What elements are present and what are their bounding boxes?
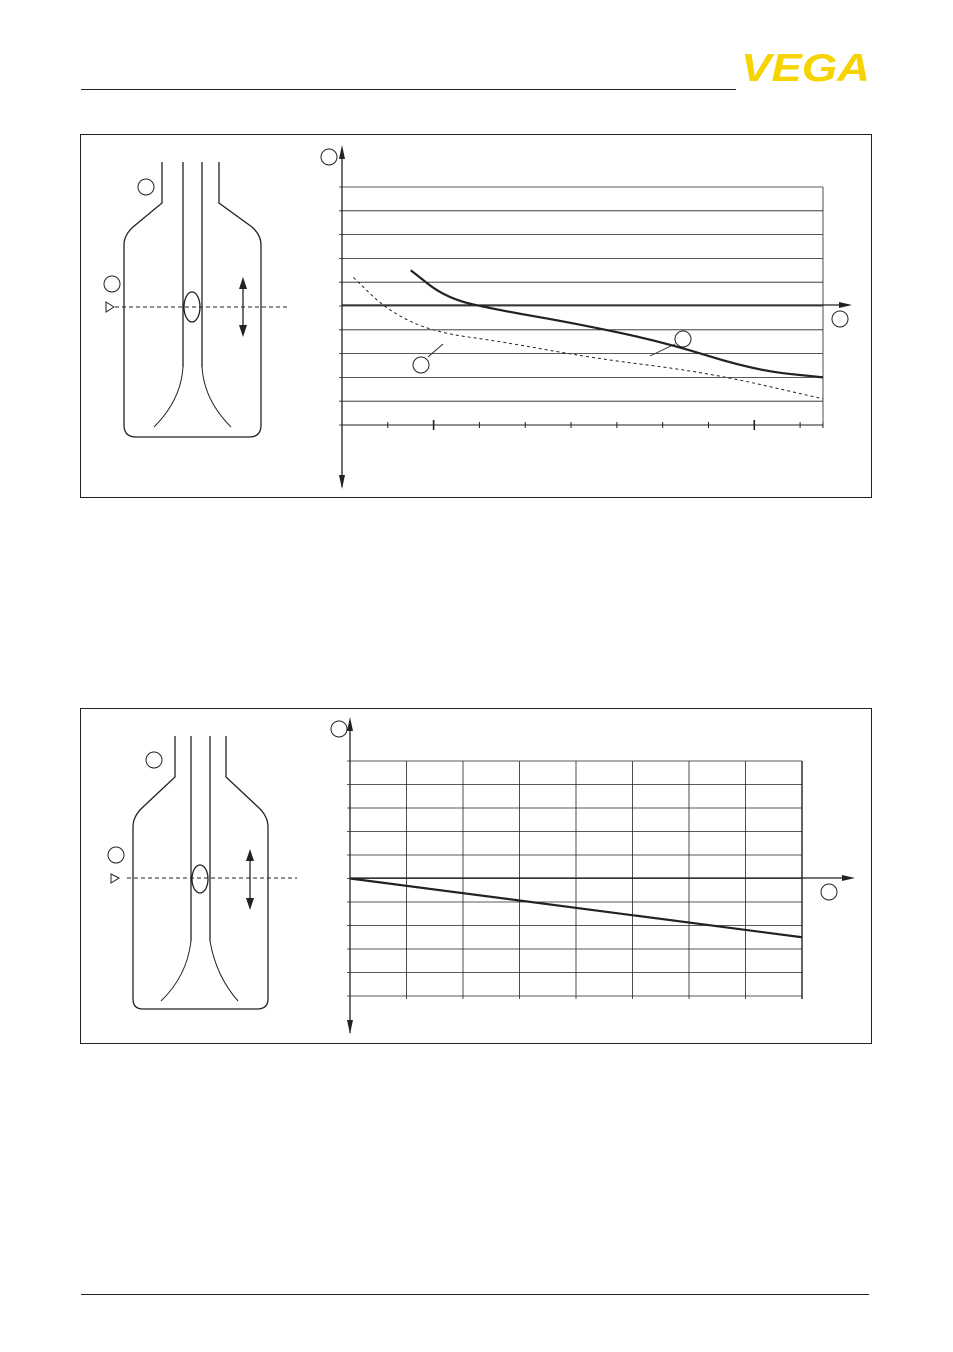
movement-arrow-up — [239, 277, 247, 289]
figure-1-canvas — [81, 135, 873, 499]
probe-sleeve-right — [210, 941, 238, 1001]
vessel-outline — [133, 736, 268, 1009]
header-rule — [81, 89, 736, 90]
vega-logo-text: VEGA — [741, 50, 870, 84]
x-axis-arrow — [839, 302, 852, 308]
probe-sleeve-left — [161, 941, 191, 1001]
callout-circle — [321, 149, 337, 165]
level-marker-triangle — [111, 874, 119, 883]
series-line-2 — [353, 277, 823, 398]
callout-circle — [331, 721, 347, 737]
movement-arrow-up — [246, 849, 254, 861]
callout-circle — [832, 311, 848, 327]
figure-1 — [80, 134, 872, 498]
probe-sensor — [192, 865, 208, 893]
level-marker-triangle — [106, 302, 114, 312]
vessel-diagram-2 — [108, 736, 297, 1009]
y-axis-arrow-down — [339, 475, 345, 489]
probe-sleeve-right — [202, 367, 231, 427]
y-axis-arrow-up — [347, 717, 353, 731]
vessel-outline — [124, 162, 261, 437]
callout-circle — [821, 884, 837, 900]
movement-arrow-down — [239, 325, 247, 337]
callout-circle — [108, 847, 124, 863]
callout-circle — [138, 179, 154, 195]
chart-2 — [331, 717, 855, 1034]
vega-logo — [741, 50, 871, 84]
callout-circle — [675, 331, 691, 347]
figure-2 — [80, 708, 872, 1044]
callout-circle — [104, 276, 120, 292]
probe-sleeve-left — [154, 367, 183, 427]
callout-circle — [413, 357, 429, 373]
callout-leader — [428, 344, 443, 357]
callout-leader — [650, 344, 675, 356]
chart-1-series — [353, 270, 823, 399]
x-axis-arrow — [842, 875, 855, 881]
movement-arrow-down — [246, 898, 254, 910]
vessel-diagram-1 — [104, 162, 287, 437]
chart-2-grid — [347, 761, 802, 999]
y-axis-arrow-up — [339, 145, 345, 159]
figure-2-canvas — [81, 709, 873, 1045]
chart-1-grid — [339, 187, 823, 425]
footer-rule — [81, 1294, 869, 1295]
y-axis-arrow-down — [347, 1020, 353, 1034]
chart-1 — [321, 145, 852, 489]
callout-circle — [146, 752, 162, 768]
